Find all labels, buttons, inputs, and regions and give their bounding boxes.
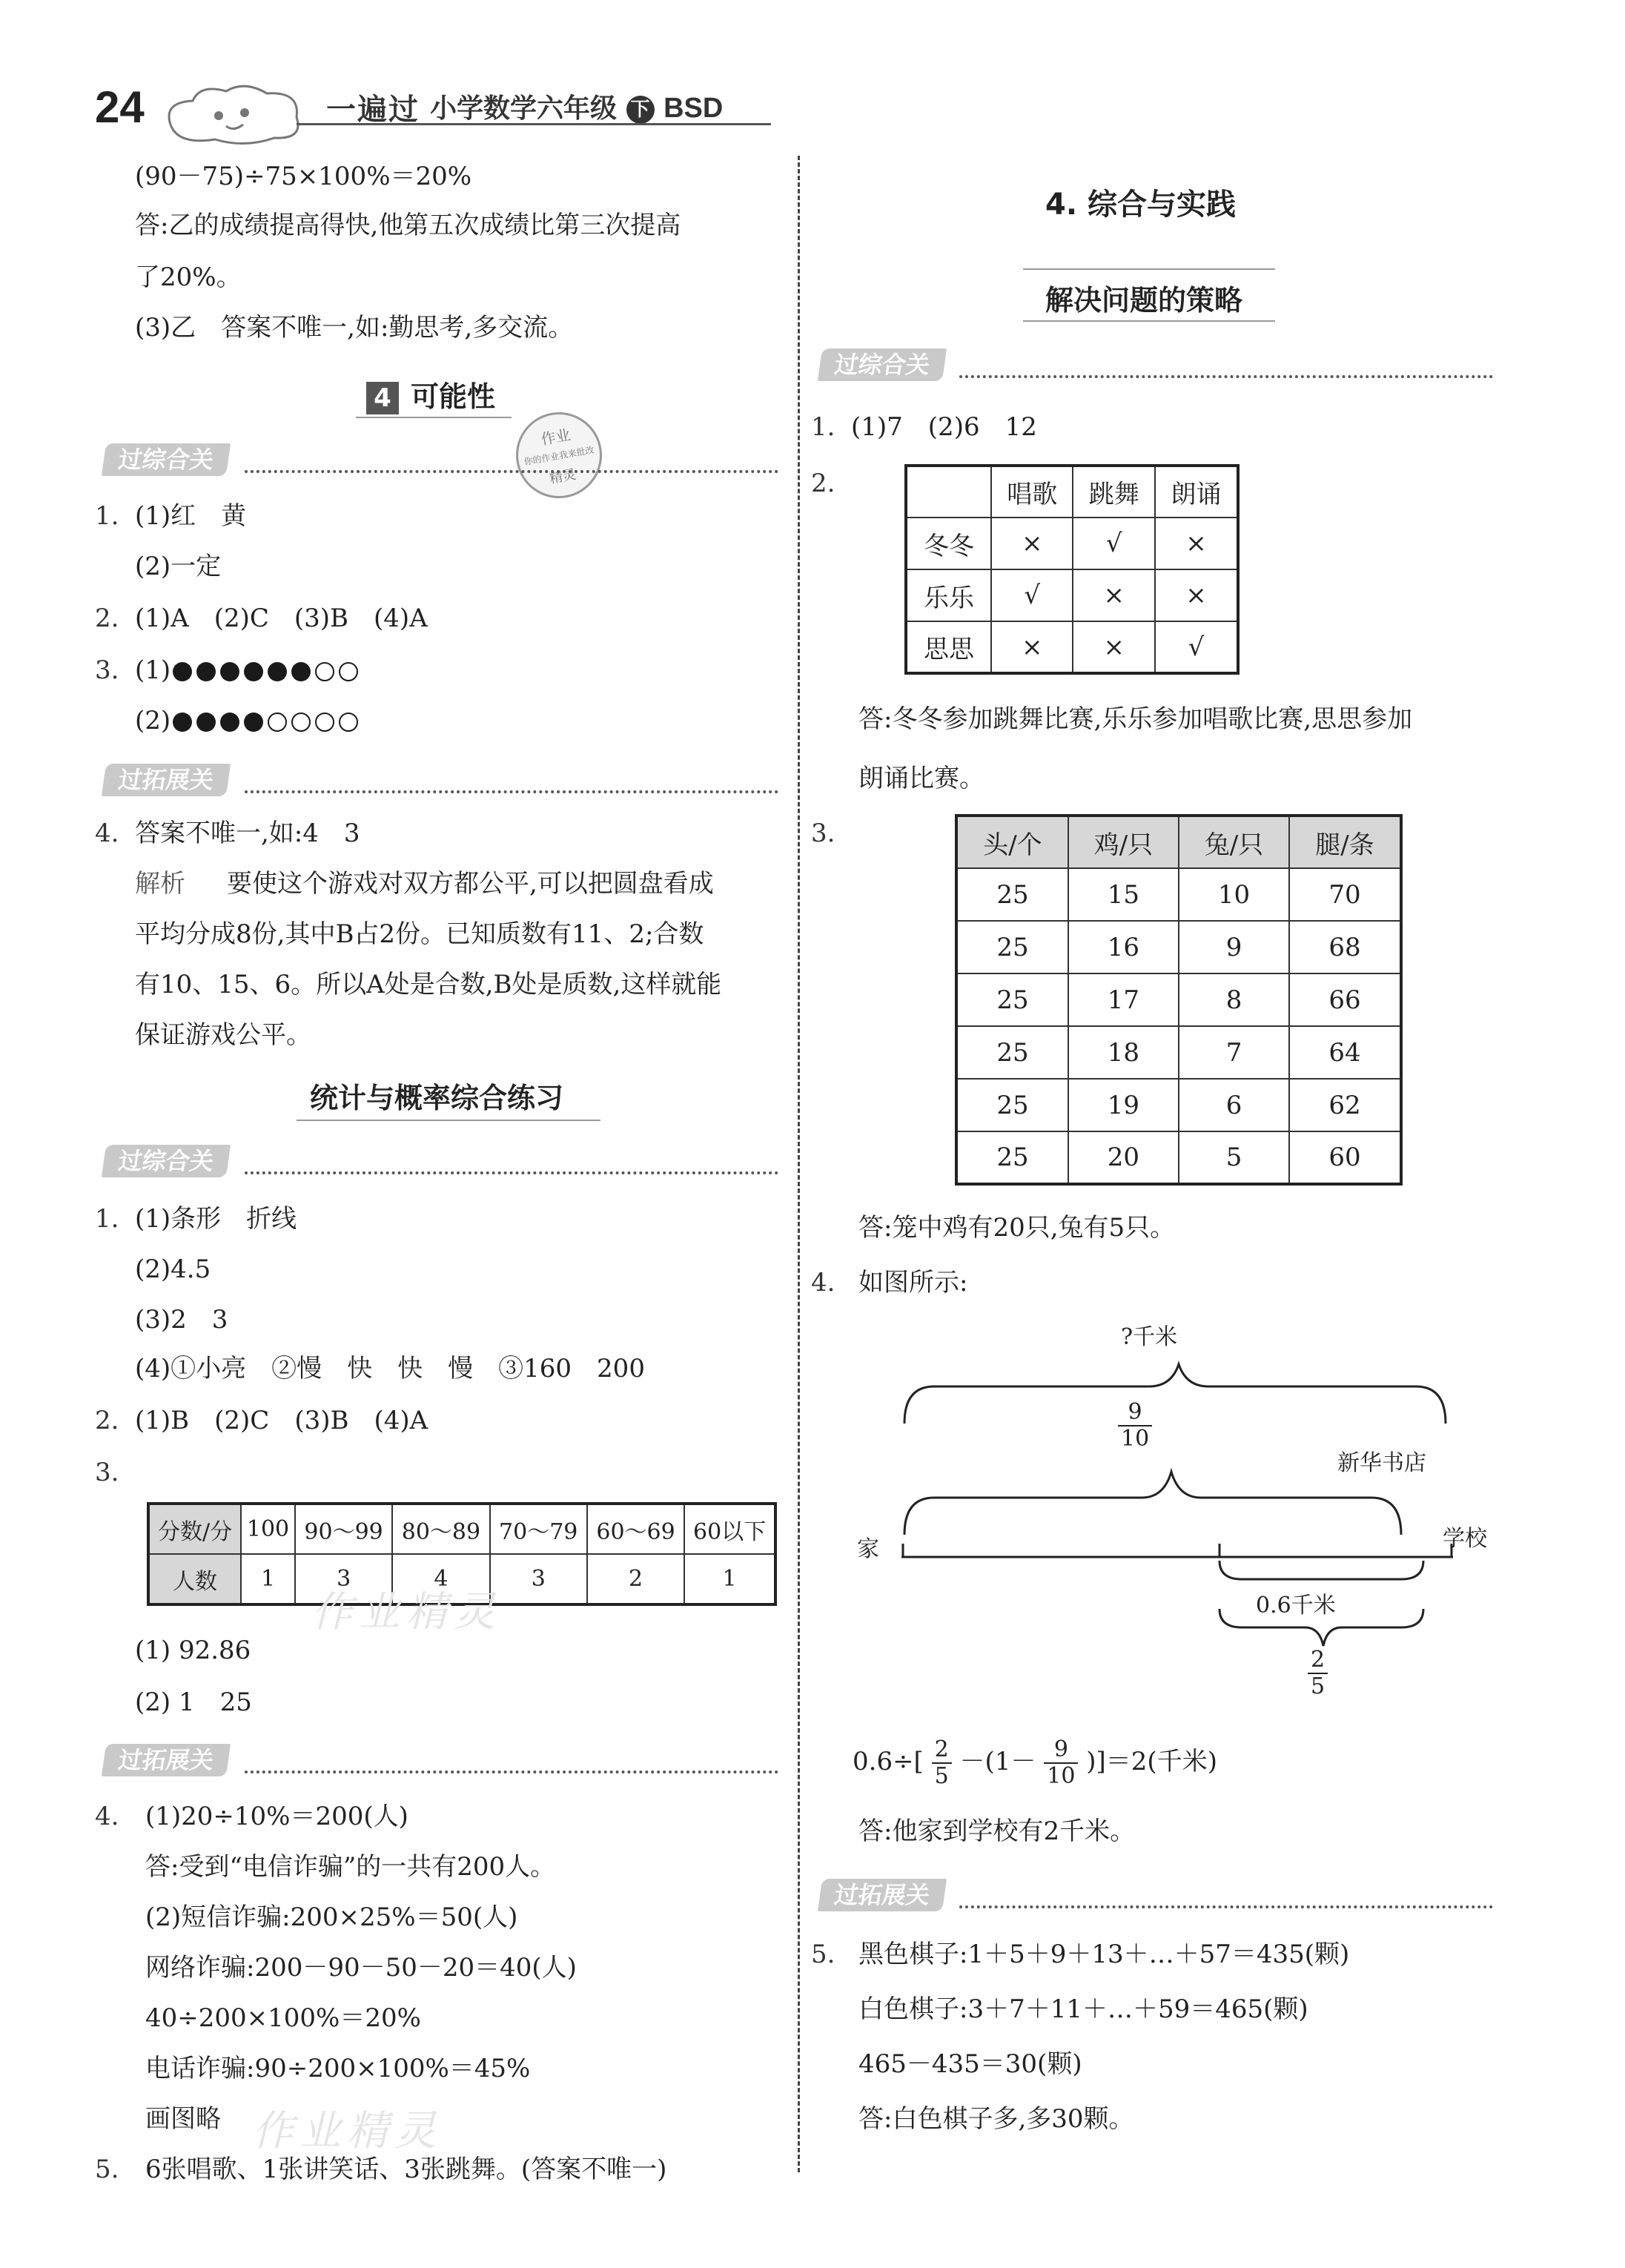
badge-dotted-rule bbox=[245, 1171, 778, 1174]
table-header-cell: 70～79 bbox=[490, 1504, 587, 1554]
answer-line: (2)一定 bbox=[135, 552, 222, 581]
table-cell: 9 bbox=[1179, 921, 1289, 973]
table-cell: 25 bbox=[956, 1026, 1068, 1079]
badge-dotted-rule bbox=[245, 470, 778, 473]
header-rule bbox=[297, 123, 771, 125]
question-number: 2. bbox=[95, 604, 119, 633]
table-header-cell: 腿/条 bbox=[1289, 816, 1401, 868]
answer-line: (3)2 3 bbox=[135, 1305, 228, 1335]
answer-line: 如图所示: bbox=[858, 1268, 968, 1297]
page-number: 24 bbox=[95, 82, 145, 132]
subsection-title-underline bbox=[1023, 320, 1275, 322]
table-cell: × bbox=[1073, 621, 1154, 673]
answer-line: (1)条形 折线 bbox=[135, 1204, 297, 1234]
diagram-segment-label: 0.6千米 bbox=[1256, 1593, 1336, 1619]
black-dot bbox=[173, 713, 192, 732]
black-dot bbox=[220, 713, 239, 732]
table-cell: × bbox=[1155, 569, 1238, 621]
formula-lead: 0.6÷[ bbox=[853, 1747, 924, 1776]
cloud-mascot-icon bbox=[156, 80, 311, 147]
analysis-label: 解析 bbox=[135, 869, 185, 899]
table-cell: 人数 bbox=[148, 1554, 241, 1604]
answer-line: (1)B (2)C (3)B (4)A bbox=[135, 1406, 428, 1435]
badge-dotted-rule bbox=[245, 790, 778, 793]
section-title-underline bbox=[356, 417, 512, 418]
table-cell: 思思 bbox=[906, 621, 991, 673]
activity-table bbox=[904, 464, 1240, 675]
book-title-text: 小学数学六年级 bbox=[430, 93, 618, 124]
table-row bbox=[906, 569, 1238, 621]
black-dot bbox=[244, 713, 263, 732]
table-cell: 1 bbox=[241, 1554, 295, 1604]
dots-row-2 bbox=[135, 706, 360, 735]
badge-dotted-rule bbox=[959, 1905, 1493, 1908]
chicken-rabbit-table bbox=[955, 814, 1403, 1186]
table-cell: 64 bbox=[1289, 1026, 1401, 1079]
formula-tail: )]＝2(千米) bbox=[1086, 1747, 1217, 1776]
question-number: 1. bbox=[95, 501, 119, 531]
table-header-cell: 分数/分 bbox=[148, 1504, 241, 1554]
question-number: 4. bbox=[95, 819, 119, 848]
table-cell: 2 bbox=[587, 1554, 684, 1604]
table-row bbox=[148, 1504, 775, 1554]
badge-extension: 过拓展关 bbox=[102, 1744, 231, 1776]
table-cell: 16 bbox=[1068, 921, 1179, 973]
table-row bbox=[956, 973, 1401, 1026]
diagram-home-label: 家 bbox=[857, 1536, 879, 1562]
question-number: 3. bbox=[811, 819, 835, 848]
table-cell: 17 bbox=[1068, 973, 1179, 1026]
answer-line: (1)A (2)C (3)B (4)A bbox=[135, 604, 428, 633]
badge-comprehensive: 过综合关 bbox=[102, 1145, 231, 1177]
table-cell: √ bbox=[1155, 621, 1238, 673]
table-header-cell: 朗诵 bbox=[1155, 466, 1238, 518]
homework-stamp: 作业 你的作业我来批改 精灵 bbox=[509, 406, 609, 505]
answer-line: (1) 92.86 bbox=[135, 1636, 251, 1665]
white-dot bbox=[339, 662, 358, 681]
badge-comprehensive: 过综合关 bbox=[818, 348, 947, 381]
answer-line: 黑色棋子:1＋5＋9＋13＋…＋57＝435(颗) bbox=[858, 1940, 1350, 1969]
answer-line: (2)4.5 bbox=[135, 1254, 211, 1284]
badge-extension: 过拓展关 bbox=[818, 1879, 947, 1911]
black-dot bbox=[173, 662, 192, 681]
table-cell: 3 bbox=[295, 1554, 392, 1604]
question-number: 5. bbox=[811, 1940, 835, 1969]
analysis-line: 有10、15、6。所以A处是合数,B处是质数,这样就能 bbox=[135, 970, 722, 999]
answer-line: 白色棋子:3＋7＋11＋…＋59＝465(颗) bbox=[858, 1994, 1308, 2024]
table-cell: 15 bbox=[1068, 868, 1179, 921]
table-cell: 25 bbox=[956, 1131, 1068, 1184]
section-number: 4 bbox=[366, 382, 399, 414]
dot-sequence bbox=[171, 706, 360, 735]
table-cell: 10 bbox=[1179, 868, 1289, 921]
edition-label: BSD bbox=[663, 93, 724, 124]
section-title-statistics: 统计与概率综合练习 bbox=[310, 1082, 564, 1114]
column-divider bbox=[798, 156, 800, 2172]
answer-line: 朗诵比赛。 bbox=[858, 764, 984, 793]
table-cell: √ bbox=[991, 569, 1073, 621]
table-cell: 冬冬 bbox=[906, 518, 991, 569]
section-title-underline bbox=[297, 1120, 600, 1121]
black-dot bbox=[244, 662, 263, 681]
answer-line: 答:他家到学校有2千米。 bbox=[858, 1816, 1136, 1846]
badge-dotted-rule bbox=[245, 1771, 778, 1773]
answer-line: 40÷200×100%＝20% bbox=[145, 2003, 421, 2033]
diagram-store-label: 新华书店 bbox=[1337, 1450, 1426, 1476]
answer-line: (2)短信诈骗:200×25%＝50(人) bbox=[145, 1902, 518, 1932]
watermark: 作业精灵 bbox=[252, 2107, 442, 2155]
question-number: 2. bbox=[95, 1406, 119, 1435]
subsection-title-overline bbox=[1023, 268, 1275, 270]
black-dot bbox=[220, 662, 239, 681]
answer-line: 网络诈骗:200－90－50－20＝40(人) bbox=[145, 1953, 577, 1983]
table-header-cell: 兔/只 bbox=[1179, 816, 1289, 868]
table-cell: 4 bbox=[392, 1554, 489, 1604]
table-row bbox=[956, 1079, 1401, 1131]
analysis-line: 要使这个游戏对双方都公平,可以把圆盘看成 bbox=[227, 869, 714, 899]
table-header-cell: 90～99 bbox=[295, 1504, 392, 1554]
total-distance-brace bbox=[904, 1364, 1446, 1424]
question-number: 3. bbox=[95, 1458, 119, 1487]
table-row bbox=[956, 921, 1401, 973]
answer-line: 电话诈骗:90÷200×100%＝45% bbox=[145, 2054, 531, 2083]
left-top-line-3: 了20%。 bbox=[135, 262, 242, 292]
table-header-cell: 60～69 bbox=[587, 1504, 684, 1554]
diagram-school-label: 学校 bbox=[1443, 1526, 1487, 1552]
table-header-cell: 80～89 bbox=[392, 1504, 489, 1554]
diagram-top-label: ?千米 bbox=[1121, 1324, 1178, 1350]
table-cell: 25 bbox=[956, 973, 1068, 1026]
table-cell: √ bbox=[1073, 518, 1154, 569]
badge-comprehensive: 过综合关 bbox=[102, 443, 231, 476]
question-number: 2. bbox=[811, 469, 835, 498]
table-row bbox=[956, 1131, 1401, 1184]
table-header-cell: 跳舞 bbox=[1073, 466, 1154, 518]
answer-line: 画图略 bbox=[145, 2104, 221, 2134]
table-cell: × bbox=[991, 518, 1073, 569]
table-row bbox=[906, 466, 1238, 518]
table-cell: 62 bbox=[1289, 1079, 1401, 1131]
black-dot bbox=[268, 662, 287, 681]
table-cell: 68 bbox=[1289, 921, 1401, 973]
answer-line: (1)7 (2)6 12 bbox=[851, 412, 1037, 442]
table-row bbox=[906, 518, 1238, 569]
table-cell: 7 bbox=[1179, 1026, 1289, 1079]
table-row bbox=[956, 1026, 1401, 1079]
distance-diagram bbox=[853, 1305, 1505, 1720]
black-dot bbox=[291, 662, 311, 681]
table-header-cell: 100 bbox=[241, 1504, 295, 1554]
black-dot bbox=[196, 662, 216, 681]
segment-brace-top bbox=[1219, 1561, 1423, 1579]
home-to-store-brace bbox=[904, 1472, 1401, 1535]
table-header-cell bbox=[906, 466, 991, 518]
dots-prefix: (2) bbox=[135, 706, 171, 735]
white-dot bbox=[268, 713, 287, 732]
answer-line: (1)20÷10%＝200(人) bbox=[145, 1802, 408, 1831]
book-title bbox=[430, 87, 723, 125]
table-cell: 70 bbox=[1289, 868, 1401, 921]
formula-line bbox=[853, 1732, 1217, 1791]
white-dot bbox=[315, 713, 334, 732]
question-number: 4. bbox=[95, 1802, 119, 1831]
answer-line: 答:受到“电信诈骗”的一共有200人。 bbox=[145, 1852, 556, 1882]
table-cell: 6 bbox=[1179, 1079, 1289, 1131]
left-top-line-1: (90－75)÷75×100%＝20% bbox=[135, 162, 472, 191]
left-top-line-4: (3)乙 答案不唯一,如:勤思考,多交流。 bbox=[135, 313, 574, 343]
answer-line: (2) 1 25 bbox=[135, 1687, 252, 1717]
table-header-cell: 头/个 bbox=[956, 816, 1068, 868]
left-top-line-2: 答:乙的成绩提高得快,他第五次成绩比第三次提高 bbox=[135, 211, 681, 240]
answer-line: 6张唱歌、1张讲笑话、3张跳舞。(答案不唯一) bbox=[145, 2155, 667, 2184]
answer-line: (1)红 黄 bbox=[135, 501, 247, 531]
question-number: 1. bbox=[95, 1204, 119, 1234]
formula-fraction-1: $\frac{2}{5}$ bbox=[932, 1737, 952, 1789]
black-dot bbox=[196, 713, 216, 732]
question-number: 3. bbox=[95, 655, 119, 685]
answer-line: 答:冬冬参加跳舞比赛,乐乐参加唱歌比赛,思思参加 bbox=[858, 704, 1413, 734]
table-cell: 5 bbox=[1179, 1131, 1289, 1184]
diagram-fraction-bottom: $\frac{2}{5}$ bbox=[1308, 1647, 1328, 1699]
table-row bbox=[906, 621, 1238, 673]
white-dot bbox=[315, 662, 334, 681]
table-header-cell: 鸡/只 bbox=[1068, 816, 1179, 868]
dot-sequence bbox=[171, 655, 360, 685]
table-cell: 1 bbox=[684, 1554, 775, 1604]
answer-line: 答案不唯一,如:4 3 bbox=[135, 819, 360, 848]
table-cell: × bbox=[1155, 518, 1238, 569]
table-cell: 25 bbox=[956, 868, 1068, 921]
table-cell: × bbox=[991, 621, 1073, 673]
table-cell: 25 bbox=[956, 1079, 1068, 1131]
section-title-text: 可能性 bbox=[411, 380, 496, 413]
analysis-line: 保证游戏公平。 bbox=[135, 1020, 311, 1050]
table-row bbox=[956, 816, 1401, 868]
question-number: 4. bbox=[811, 1268, 835, 1297]
table-cell: × bbox=[1073, 569, 1154, 621]
table-header-cell: 唱歌 bbox=[991, 466, 1073, 518]
table-cell: 66 bbox=[1289, 973, 1401, 1026]
volume-mark: 下 bbox=[626, 96, 655, 124]
table-cell: 60 bbox=[1289, 1131, 1401, 1184]
dots-prefix: (1) bbox=[135, 655, 171, 685]
question-number: 5. bbox=[95, 2155, 119, 2184]
badge-extension: 过拓展关 bbox=[102, 764, 231, 796]
table-cell: 25 bbox=[956, 921, 1068, 973]
watermark: 作业精灵 bbox=[311, 1588, 501, 1636]
analysis-line: 平均分成8份,其中B占2份。已知质数有11、2;合数 bbox=[135, 919, 704, 949]
table-row bbox=[956, 868, 1401, 921]
table-cell: 20 bbox=[1068, 1131, 1179, 1184]
dots-row-1 bbox=[135, 655, 360, 685]
white-dot bbox=[291, 713, 311, 732]
table-cell: 8 bbox=[1179, 973, 1289, 1026]
answer-line: 答:笼中鸡有20只,兔有5只。 bbox=[858, 1213, 1176, 1243]
table-header-cell: 60以下 bbox=[684, 1504, 775, 1554]
table-cell: 乐乐 bbox=[906, 569, 991, 621]
answer-line: (4)①小亮 ②慢 快 快 慢 ③160 200 bbox=[135, 1354, 645, 1383]
badge-dotted-rule bbox=[959, 375, 1493, 378]
chapter-title: 4. 综合与实践 bbox=[1045, 188, 1236, 222]
formula-fraction-2: $\frac{9}{10}$ bbox=[1044, 1737, 1078, 1789]
table-cell: 3 bbox=[490, 1554, 587, 1604]
brand-logo: 一遍过 bbox=[326, 93, 420, 127]
answer-line: 465－435＝30(颗) bbox=[858, 2049, 1082, 2079]
table-cell: 19 bbox=[1068, 1079, 1179, 1131]
formula-mid: －(1－ bbox=[959, 1747, 1036, 1776]
diagram-fraction-top: $\frac{9}{10}$ bbox=[1118, 1400, 1152, 1452]
question-number: 1. bbox=[811, 412, 835, 442]
answer-line: 答:白色棋子多,多30颗。 bbox=[858, 2104, 1134, 2134]
table-cell: 18 bbox=[1068, 1026, 1179, 1079]
white-dot bbox=[339, 713, 358, 732]
section-title-possibility bbox=[366, 374, 495, 414]
subsection-title: 解决问题的策略 bbox=[1045, 284, 1243, 317]
